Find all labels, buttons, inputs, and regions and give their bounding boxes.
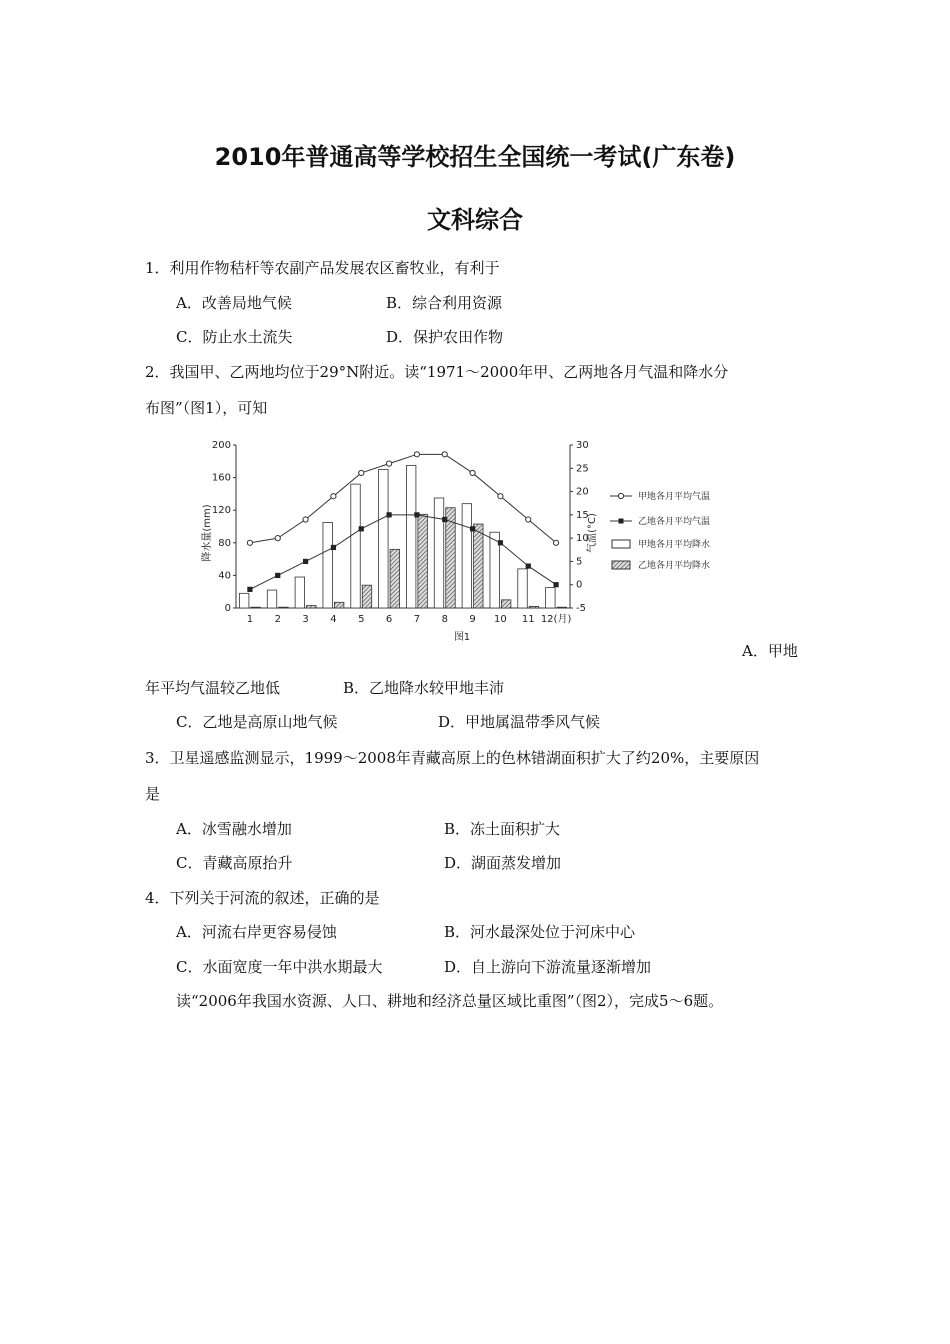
- x-tick-label: 10: [494, 614, 507, 625]
- bar-jia-precip: [351, 484, 360, 608]
- q2-option-a-part1: A．甲地: [742, 642, 798, 660]
- q4-option-b: B．河水最深处位于河床中心: [444, 923, 636, 941]
- q4-stem: 4．下列关于河流的叙述，正确的是: [145, 889, 380, 907]
- y-right-tick-label: 30: [576, 440, 589, 451]
- x-tick-label: 6: [385, 614, 393, 625]
- q1-stem: 1．利用作物秸杆等农副产品发展农区畜牧业，有利于: [145, 259, 500, 277]
- x-tick-label: 3: [302, 614, 309, 625]
- point-yi-temp: [331, 545, 336, 550]
- q2-option-b: B．乙地降水较甲地丰沛: [343, 679, 505, 697]
- bar-yi-precip: [474, 524, 483, 608]
- exam-title: 2010年普通高等学校招生全国统一考试(广东卷): [214, 143, 736, 171]
- x-tick-label: 1: [246, 614, 254, 625]
- bar-jia-precip: [379, 469, 388, 608]
- y-left-tick-label: 120: [211, 505, 231, 517]
- y-left-tick-label: 200: [211, 440, 231, 451]
- bar-yi-precip: [251, 607, 260, 608]
- bar-yi-precip: [334, 602, 343, 608]
- point-jia-temp: [359, 470, 364, 475]
- y-right-tick-label: 25: [576, 463, 589, 475]
- point-jia-temp: [498, 494, 503, 499]
- bar-yi-precip: [279, 607, 288, 608]
- figure-1-climate-chart: [200, 433, 770, 648]
- bar-jia-precip: [406, 465, 415, 608]
- point-yi-temp: [526, 563, 531, 568]
- q1-option-c: C．防止水土流失: [176, 328, 293, 346]
- bar-yi-precip: [418, 514, 427, 608]
- q3-option-b: B．冻土面积扩大: [444, 820, 561, 838]
- bar-jia-precip: [518, 569, 527, 608]
- y-right-tick-label: 5: [576, 556, 583, 568]
- bar-jia-precip: [295, 577, 304, 608]
- q2-stem-line2: 布图”（图1），可知: [145, 399, 268, 417]
- q1-option-d: D．保护农田作物: [386, 328, 504, 346]
- y-left-tick-label: 80: [218, 537, 231, 549]
- point-jia-temp: [414, 452, 419, 457]
- line-jia-temp: [250, 454, 556, 542]
- point-yi-temp: [414, 512, 419, 517]
- x-tick-label: 8: [441, 614, 448, 625]
- y-right-tick-label: 15: [576, 509, 589, 521]
- x-tick-label: 11: [521, 614, 535, 625]
- legend-swatch-yi-precip: [612, 561, 630, 569]
- y-right-tick-label: -5: [576, 603, 586, 614]
- legend-label: 乙地各月平均降水: [638, 561, 711, 571]
- point-yi-temp: [442, 517, 447, 522]
- x-tick-label: 5: [358, 614, 365, 625]
- figure-caption: 图1: [453, 632, 471, 643]
- point-yi-temp: [247, 587, 252, 592]
- y-left-tick-label: 0: [224, 603, 231, 614]
- legend-label: 甲地各月平均降水: [638, 540, 711, 550]
- y-left-tick-label: 40: [218, 570, 231, 582]
- y-right-axis-label: 气温(°C): [587, 513, 598, 553]
- point-jia-temp: [442, 452, 447, 457]
- q2-stem-line1: 2．我国甲、乙两地均位于29°N附近。读“1971～2000年甲、乙两地各月气温和降水分: [145, 363, 729, 381]
- y-left-tick-label: 160: [211, 472, 231, 484]
- q5-intro: 读“2006年我国水资源、人口、耕地和经济总量区域比重图”（图2），完成5～6题。: [176, 992, 724, 1010]
- exam-subtitle: 文科综合: [427, 206, 523, 234]
- point-jia-temp: [553, 540, 558, 545]
- point-jia-temp: [386, 461, 391, 466]
- bar-yi-precip: [529, 606, 538, 608]
- point-jia-temp: [331, 494, 336, 499]
- q3-option-d: D．湖面蒸发增加: [444, 854, 562, 872]
- legend-label: 乙地各月平均气温: [638, 517, 711, 527]
- point-jia-temp: [247, 540, 252, 545]
- x-tick-label: 9: [469, 614, 476, 625]
- y-right-tick-label: 10: [576, 533, 589, 545]
- point-yi-temp: [386, 512, 391, 517]
- bar-jia-precip: [546, 588, 555, 608]
- point-yi-temp: [275, 573, 280, 578]
- q3-stem-line1: 3．卫星遥感监测显示，1999～2008年青藏高原上的色林错湖面积扩大了约20%，主要原因: [145, 749, 760, 767]
- bar-yi-precip: [501, 600, 510, 608]
- q2-option-c: C．乙地是高原山地气候: [176, 713, 338, 731]
- legend-swatch-jia-precip: [612, 540, 630, 548]
- q2-option-a-part2: 年平均气温较乙地低: [145, 679, 281, 697]
- legend-marker-yi-temp: [619, 519, 624, 524]
- legend-marker-jia-temp: [618, 493, 623, 498]
- q4-option-a: A．河流右岸更容易侵蚀: [176, 923, 337, 941]
- q4-option-c: C．水面宽度一年中洪水期最大: [176, 958, 383, 976]
- bar-jia-precip: [434, 498, 443, 608]
- bar-yi-precip: [557, 607, 566, 608]
- legend-label: 甲地各月平均气温: [638, 492, 711, 502]
- x-tick-label: 7: [413, 614, 421, 625]
- q4-option-d: D．自上游向下游流量逐渐增加: [444, 958, 652, 976]
- x-tick-label: 12(月): [540, 614, 572, 625]
- q3-option-a: A．冰雪融水增加: [176, 820, 292, 838]
- point-yi-temp: [303, 559, 308, 564]
- point-yi-temp: [470, 526, 475, 531]
- point-yi-temp: [498, 540, 503, 545]
- point-jia-temp: [526, 517, 531, 522]
- q2-option-d: D．甲地属温带季风气候: [438, 713, 601, 731]
- point-yi-temp: [359, 526, 364, 531]
- bar-yi-precip: [362, 585, 371, 608]
- bar-jia-precip: [267, 590, 276, 608]
- point-jia-temp: [303, 517, 308, 522]
- q3-stem-line2: 是: [145, 785, 161, 803]
- bar-jia-precip: [323, 522, 332, 608]
- q1-option-b: B．综合利用资源: [386, 294, 503, 312]
- y-left-axis-label: 降水量(mm): [202, 504, 213, 562]
- point-jia-temp: [275, 536, 280, 541]
- point-jia-temp: [470, 470, 475, 475]
- bar-yi-precip: [390, 549, 399, 608]
- point-yi-temp: [553, 582, 558, 587]
- y-right-tick-label: 20: [576, 486, 589, 498]
- y-right-tick-label: 0: [576, 579, 583, 591]
- x-tick-label: 2: [274, 614, 281, 625]
- bar-jia-precip: [239, 593, 248, 608]
- x-tick-label: 4: [330, 614, 337, 625]
- q1-option-a: A．改善局地气候: [176, 294, 292, 312]
- bar-jia-precip: [462, 504, 471, 608]
- q3-option-c: C．青藏高原抬升: [176, 854, 293, 872]
- bar-yi-precip: [307, 606, 316, 608]
